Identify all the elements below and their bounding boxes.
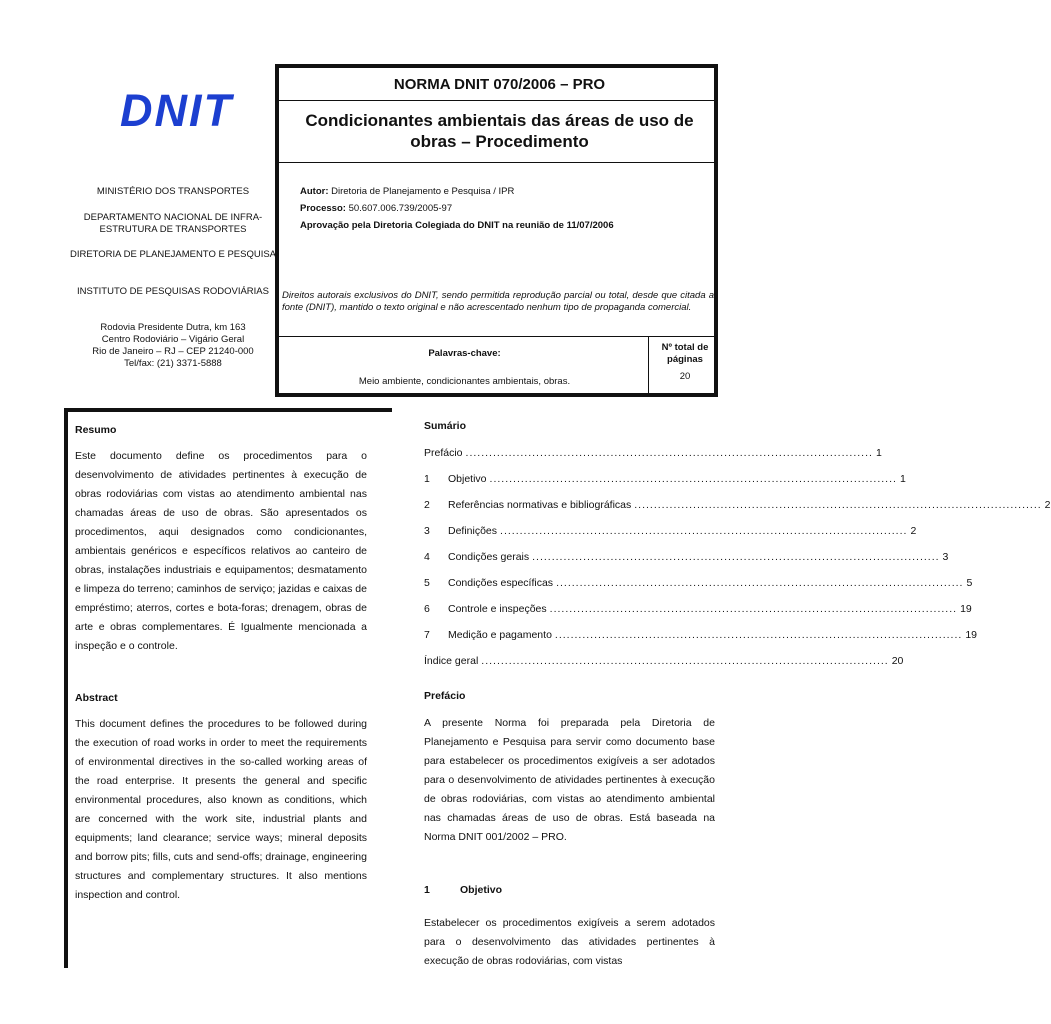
address-line-2: Centro Rodoviário – Vigário Geral: [101, 334, 245, 345]
prefacio-heading: Prefácio: [424, 690, 466, 702]
dnit-logo: DNIT: [120, 85, 233, 136]
resumo-text: Este documento define os procedimentos para o desenvolvimento de atividades pertinentes à execução de obras rodoviárias com vistas ao atendimento ambiental nas chamadas áreas de uso de obras. São apresentados os procedimentos, aqui designados como condicionantes, ambientais genéricos e específicos relativos ao canteiro de obras, instalações industriais e equipamentos; desmatamento e limpeza do terreno; caminhos de serviço; jazidas e caixas de empréstimo; aterros, cortes e bota-foras; drenagem, obras de arte e obras complementares. É Igualmente mencionada a inspeção e o controle.: [75, 450, 367, 652]
objetivo-heading: Objetivo: [460, 884, 503, 896]
toc-item[interactable]: [424, 499, 1051, 515]
toc-page: 19: [965, 629, 977, 641]
toc-item[interactable]: [424, 551, 949, 567]
aprovacao-line: [300, 220, 614, 232]
toc-title: Condições específicas: [448, 577, 554, 589]
toc-item[interactable]: [424, 525, 917, 541]
toc-leader: ........................................................................................................: [634, 499, 1042, 511]
toc-page: 1: [899, 473, 906, 485]
norma-divider: [279, 100, 718, 101]
body-left-border: [64, 408, 68, 968]
toc-leader: ........................................................................................................: [481, 655, 889, 667]
resumo-heading: Resumo: [75, 424, 117, 436]
processo-label: Processo:: [300, 203, 346, 214]
address-line-3: Rio de Janeiro – RJ – CEP 21240-000: [92, 346, 254, 357]
toc-page: 1: [875, 447, 882, 459]
keywords-vertical-divider: [648, 336, 649, 394]
header-bottom-border: [275, 393, 718, 397]
toc-page: 3: [942, 551, 949, 563]
toc-page: 19: [960, 603, 972, 615]
autor-line: [300, 186, 514, 198]
toc-item[interactable]: [424, 577, 973, 593]
autor-value: Diretoria de Planejamento e Pesquisa / IPR: [331, 186, 515, 197]
keywords-label: Palavras-chave:: [428, 348, 501, 359]
toc-item[interactable]: [424, 603, 972, 619]
departamento-label: DEPARTAMENTO NACIONAL DE INFRA-ESTRUTURA DE TRANSPORTES: [83, 212, 263, 235]
toc-item[interactable]: [424, 473, 906, 489]
norma-number: NORMA DNIT 070/2006 – PRO: [393, 76, 606, 93]
keywords-divider: [279, 336, 718, 337]
toc-number: 4: [424, 551, 430, 563]
toc-item[interactable]: [424, 629, 977, 645]
abstract-heading: Abstract: [75, 692, 118, 704]
processo-line: [300, 203, 452, 215]
toc-page: 5: [966, 577, 973, 589]
document-title: Condicionantes ambientais das áreas de uso de obras – Procedimento: [305, 111, 694, 151]
abstract-text: This document defines the procedures to be followed during the execution of road works in order to meet the requirements of environmental directives in the so-called working areas of the road enterprise. It presents the general and specific environmental procedures, also known as conditions, which are concerned with the work site, industrial plants and equipments; land clearance; service ways; mineral deposits and borrow pits; fills, cuts and send-offs; drainage, engineering structures and complementary structures. It also mentions inspection and control.: [75, 718, 367, 901]
objetivo-number: 1: [424, 884, 430, 896]
toc-page: 2: [910, 525, 917, 537]
objetivo-text: Estabelecer os procedimentos exigíveis a serem adotados para o desenvolvimento das atividades pertinentes à execução de obras rodoviárias, com vistas: [424, 917, 715, 967]
body-top-border: [64, 408, 392, 412]
toc-number: 3: [424, 525, 430, 537]
diretoria-label: DIRETORIA DE PLANEJAMENTO E PESQUISA: [69, 249, 277, 260]
toc-title: Objetivo: [448, 473, 487, 485]
toc-number: 2: [424, 499, 430, 511]
toc-number: 7: [424, 629, 430, 641]
total-pages-value: 20: [679, 371, 691, 382]
toc-number: 5: [424, 577, 430, 589]
total-pages-label: Nº total de páginas: [661, 342, 709, 365]
toc-leader: ........................................................................................................: [554, 629, 963, 641]
address-line-1: Rodovia Presidente Dutra, km 163: [100, 322, 246, 333]
toc-leader: ........................................................................................................: [500, 525, 908, 537]
prefacio-text: A presente Norma foi preparada pela Diretoria de Planejamento e Pesquisa para servir como documento base para estabelecer os procedimentos exigíveis a ser adotados para o desenvolvimento de atividades pertinentes à execução de obras rodoviárias, com vistas ao atendimento ambiental nas chamadas áreas de uso de obras. Está baseada na Norma DNIT 001/2002 – PRO.: [424, 717, 715, 843]
sumario-heading: Sumário: [424, 420, 467, 432]
toc-leader: ........................................................................................................: [532, 551, 940, 563]
toc-number: 6: [424, 603, 430, 615]
toc-page: 20: [891, 655, 904, 667]
title-divider: [279, 162, 718, 163]
aprovacao-text: Aprovação pela Diretoria Colegiada do DNIT na reunião de 11/07/2006: [300, 220, 614, 231]
toc-title: Condições gerais: [448, 551, 530, 563]
toc-title: Medição e pagamento: [448, 629, 552, 641]
toc-title: Controle e inspeções: [448, 603, 547, 615]
toc-title: Definições: [448, 525, 498, 537]
toc-leader: ........................................................................................................: [465, 447, 873, 459]
toc-title: Referências normativas e bibliográficas: [448, 499, 632, 511]
copyright-notice: Direitos autorais exclusivos do DNIT, sendo permitida reprodução parcial ou total, desde que citada a fonte (DNIT), mantido o texto original e não acrescentado nenhum tipo de propaganda comercial.: [282, 290, 714, 313]
toc-number: 1: [424, 473, 430, 485]
ministerio-label: MINISTÉRIO DOS TRANSPORTES: [96, 186, 250, 197]
header-top-border: [275, 64, 718, 68]
address-line-4: Tel/fax: (21) 3371-5888: [124, 358, 222, 369]
toc-leader: ........................................................................................................: [556, 577, 964, 589]
processo-value: 50.607.006.739/2005-97: [348, 203, 453, 214]
toc-page: 2: [1044, 499, 1051, 511]
toc-item[interactable]: [424, 655, 904, 671]
keywords-value: Meio ambiente, condicionantes ambientais, obras.: [358, 376, 571, 387]
instituto-label: INSTITUTO DE PESQUISAS RODOVIÁRIAS: [77, 286, 269, 297]
toc-title: Prefácio: [424, 447, 463, 459]
toc-leader: ........................................................................................................: [489, 473, 897, 485]
toc-item[interactable]: [424, 447, 882, 463]
toc-title: Índice geral: [424, 655, 479, 667]
autor-label: Autor:: [300, 186, 329, 197]
toc-leader: ........................................................................................................: [549, 603, 958, 615]
